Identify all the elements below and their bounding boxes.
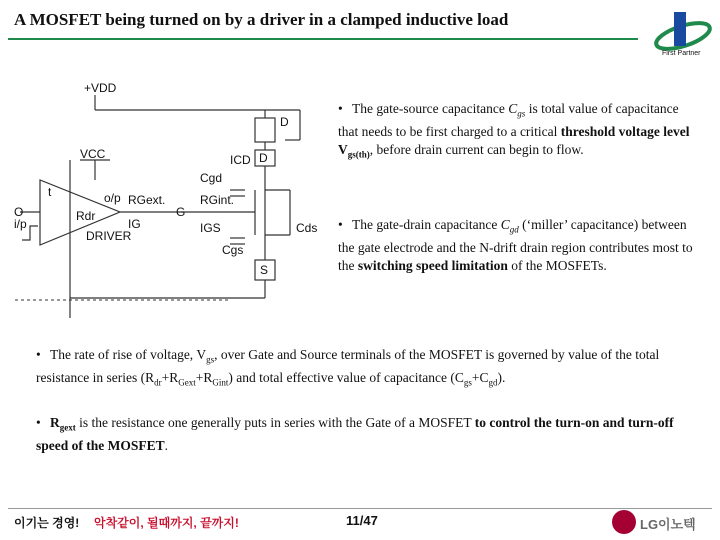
label-driver: DRIVER	[86, 229, 132, 243]
label-g: G	[176, 205, 186, 219]
bullet-rgext: • $R_{gext}$ is the resistance one generally puts in series with the Gate of a MOSFET to control the turn-on and turn-off speed of the MOSFET.	[36, 415, 674, 453]
label-rgext: RGext.	[128, 193, 166, 207]
label-cds: Cds	[296, 221, 318, 235]
label-rdr: Rdr	[76, 209, 96, 223]
logo-caption: First Partner	[662, 50, 701, 57]
slide-title: A MOSFET being turned on by a driver in a clamped inductive load	[14, 10, 509, 29]
bullet-gate-drain-capacitance: • The gate-drain capacitance $C_{gd}$ (‘miller’ capacitance) between the gate electrode and the N-drift drain region contributes most to the switching speed limitation of the MOSFETs.	[338, 217, 693, 273]
label-o: O	[14, 205, 24, 219]
label-d: D	[259, 151, 268, 165]
label-vdd: +VDD	[84, 81, 117, 95]
label-op: o/p	[104, 191, 121, 205]
label-igs: IGS	[200, 221, 221, 235]
label-cgd: Cgd	[200, 171, 223, 185]
label-ig: IG	[128, 217, 141, 231]
label-ip: i/p	[14, 217, 27, 231]
label-rgint: RGint.	[200, 193, 235, 207]
label-s: S	[260, 263, 269, 277]
bullet-rate-of-rise: • The rate of rise of voltage, $V_{gs}$, over Gate and Source terminals of the MOSFET is governed by value of the total resistance in series $(R_{dr}+R_{Gext}+R_{Gint})$ and total effective value of capacitance $(C_{gs}+C_{gd})$.	[36, 347, 660, 388]
footer-slogan: 악착같이, 될때까지, 끝까지!	[94, 516, 239, 530]
label-icd: ICD	[230, 153, 251, 167]
title-underline	[8, 38, 638, 40]
brand-name: LG이노텍	[640, 517, 696, 532]
footer-tagline: 이기는 경영!	[14, 516, 80, 530]
page-number: 11/47	[346, 513, 378, 528]
footer-divider	[8, 508, 712, 509]
lg-logo-icon	[612, 510, 636, 534]
label-vcc: VCC	[80, 147, 106, 161]
label-t: t	[48, 185, 52, 199]
bullet-gate-source-capacitance: • The gate-source capacitance $C_{gs}$ is total value of capacitance that needs to be first charged to a critical threshold voltage level $V_{gs(th)}$, before drain current can begin to flow.	[338, 101, 690, 160]
clamped-inductive-load-circuit	[0, 70, 335, 340]
label-cgs: Cgs	[222, 243, 244, 257]
label-d-top: D	[280, 115, 289, 129]
